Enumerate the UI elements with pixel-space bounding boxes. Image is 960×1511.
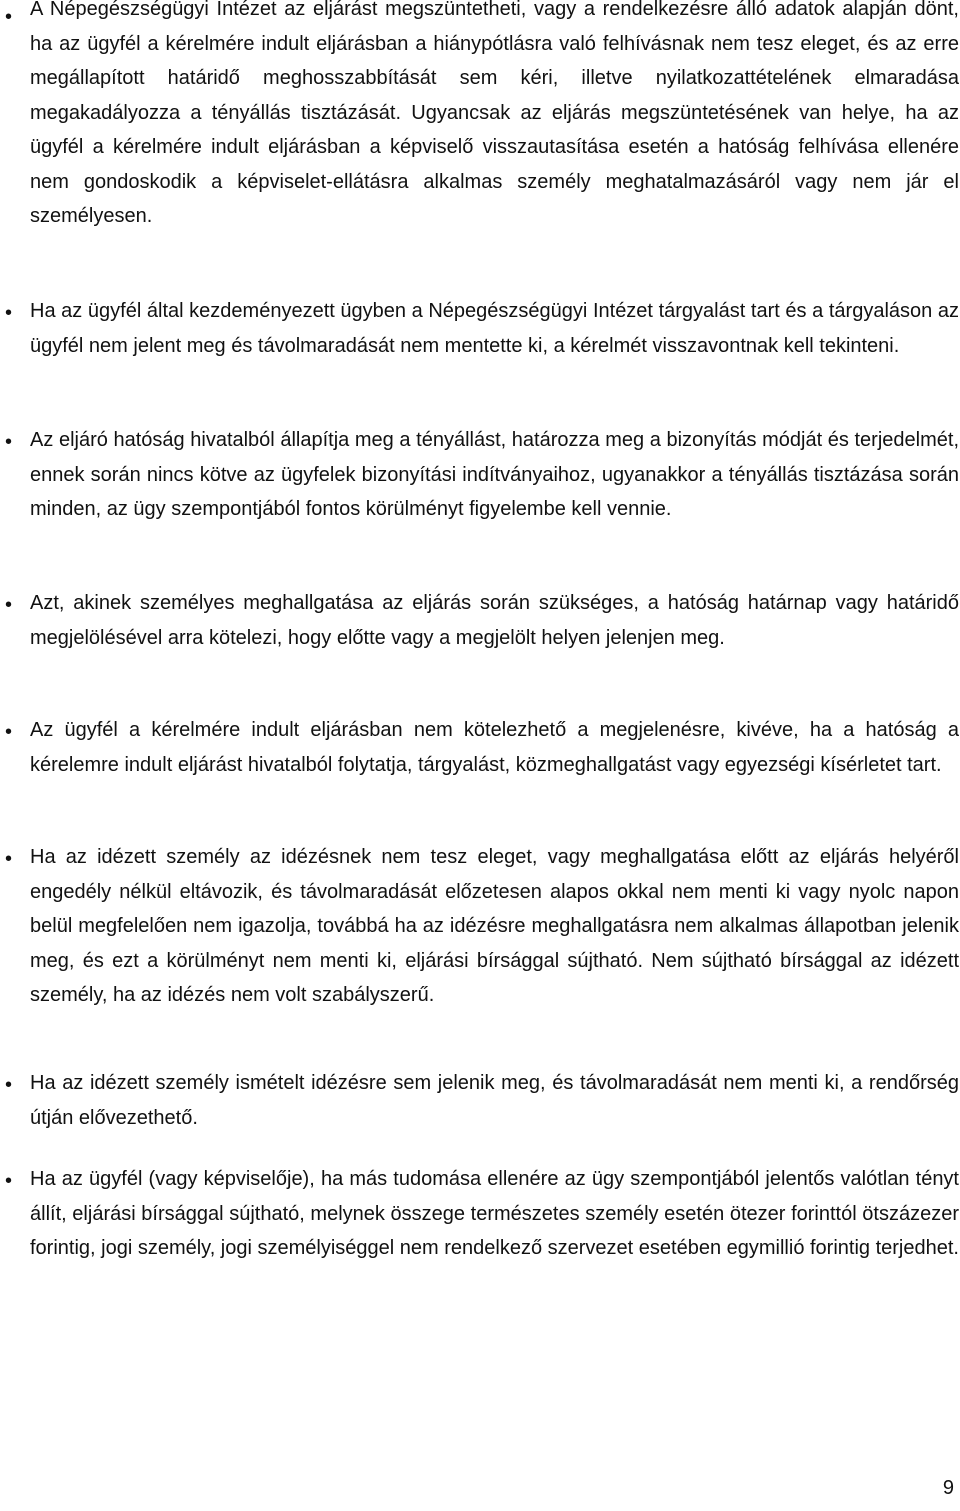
paragraph-text: Az ügyfél a kérelmére indult eljárásban nem kötelezhető a megjelenésre, kivéve, ha a hatóság a kérelemre indult eljárást hivatalból folytatja, tárgyalást, közmeghallgatást vagy egyezségi kísérletet tart. [30, 719, 959, 776]
page-number: 9 [942, 1477, 954, 1499]
paragraph-text: Ha az idézett személy az idézésnek nem tesz eleget, vagy meghallgatása előtt az eljárás helyéről engedély nélkül eltávozik, és távolmaradását előzetesen alapos okkal nem menti ki vagy nyolc napon belül megfelelően nem igazolja, továbbá ha az idézésre meghallgatásra nem alkalmas állapotban jelenik meg, és ezt a körülményt nem menti ki, eljárási bírsággal sújtható. Nem sújtható bírsággal az idézett személy, ha az idézés nem volt szabályszerű. [30, 846, 959, 1006]
bullet-icon: • [5, 6, 13, 28]
paragraph-text: Az eljáró hatóság hivatalból állapítja meg a tényállást, határozza meg a bizonyítás módját és terjedelmét, ennek során nincs kötve az ügyfelek bizonyítási indítványaihoz, ugyanakkor a tényállás tisztázása során minden, az ügy szempontjából fontos körülményt figyelembe kell vennie. [30, 429, 959, 520]
bullet-icon: • [5, 1074, 13, 1096]
paragraph-text: Ha az idézett személy ismételt idézésre sem jelenik meg, és távolmaradását nem menti ki, a rendőrség útján elővezethető. [30, 1072, 959, 1129]
bullet-icon: • [5, 302, 13, 324]
bullet-icon: • [5, 431, 13, 453]
paragraph-text: Ha az ügyfél (vagy képviselője), ha más tudomása ellenére az ügy szempontjából jelentős valótlan tényt állít, eljárási bírsággal sújtható, melynek összege természetes személy esetén ötezer forinttól ötszázezer forintig, jogi személy, jogi személyiséggel nem rendelkező szervezet esetében egymillió forintig terjedhet. [30, 1168, 959, 1259]
paragraph-text: Ha az ügyfél által kezdeményezett ügyben a Népegészségügyi Intézet tárgyalást tart és a tárgyaláson az ügyfél nem jelent meg és távolmaradását nem mentette ki, a kérelmét visszavontnak kell tekinteni. [30, 300, 959, 357]
bullet-icon: • [5, 721, 13, 743]
bullet-icon: • [5, 848, 13, 870]
bullet-icon: • [5, 1170, 13, 1192]
paragraph-text: A Népegészségügyi Intézet az eljárást megszüntetheti, vagy a rendelkezésre álló adatok alapján dönt, ha az ügyfél a kérelmére indult eljárásban a hiánypótlásra való felhívásnak nem tesz eleget, és az erre megállapított határidő meghosszabbítását sem kéri, illetve nyilatkozattételének elmaradása megakadályozza a tényállás tisztázását. Ugyancsak az eljárás megszüntetésének van helye, ha az ügyfél a kérelmére indult eljárásban a képviselő visszautasítása esetén a hatóság felhívása ellenére nem gondoskodik a képviselet-ellátásra alkalmas személy meghatalmazásáról vagy nem jár el személyesen. [30, 0, 959, 227]
bullet-icon: • [5, 594, 13, 616]
paragraph-text: Azt, akinek személyes meghallgatása az eljárás során szükséges, a hatóság határnap vagy határidő megjelölésével arra kötelezi, hogy előtte vagy a megjelölt helyen jelenjen meg. [30, 592, 959, 649]
